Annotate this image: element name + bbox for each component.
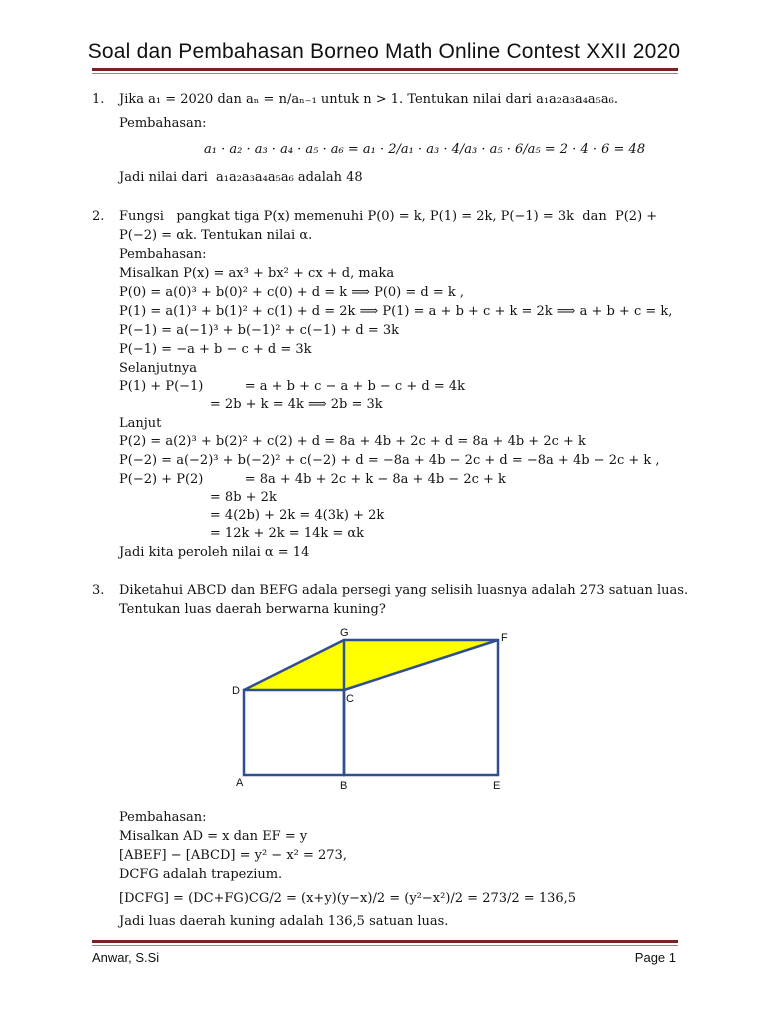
squares-figure <box>228 624 528 802</box>
problem-2-line-18: = 12k + 2k = 14k = αk <box>119 526 365 541</box>
problem-1-conclusion: Jadi nilai dari a₁a₂a₃a₄a₅a₆ adalah 48 <box>119 170 363 185</box>
problem-2-conclusion: Jadi kita peroleh nilai α = 14 <box>119 545 310 560</box>
label-f: F <box>501 632 508 644</box>
problem-2-line-1: Fungsi pangkat tiga P(x) memenuhi P(0) = k, P(1) = 2k, P(−1) = 3k dan P(2) + <box>119 209 658 224</box>
problem-2-line-15: P(−2) + P(2) = 8a + 4b + 2c + k − 8a + 4b − 2c + k <box>119 472 506 487</box>
problem-2-number: 2. <box>92 209 105 224</box>
problem-2-line-11: = 2b + k = 4k ⟹ 2b = 3k <box>119 397 383 412</box>
problem-2-pembahasan-label: Pembahasan: <box>119 247 207 262</box>
footer-rule <box>92 940 678 946</box>
problem-2-line-2: P(−2) = αk. Tentukan nilai α. <box>119 228 313 243</box>
problem-1-number: 1. <box>92 92 105 107</box>
problem-2-line-8: P(−1) = −a + b − c + d = 3k <box>119 342 312 357</box>
problem-2-line-4: Misalkan P(x) = ax³ + bx² + cx + d, maka <box>119 266 395 281</box>
problem-2-line-7: P(−1) = a(−1)³ + b(−1)² + c(−1) + d = 3k <box>119 323 400 338</box>
header-rule <box>92 68 678 74</box>
problem-3-pembahasan-label: Pembahasan: <box>119 810 207 825</box>
problem-3-conclusion: Jadi luas daerah kuning adalah 136,5 satuan luas. <box>119 914 449 929</box>
problem-3-solution-3: DCFG adalah trapezium. <box>119 867 283 882</box>
problem-3-solution-4: [DCFG] = (DC+FG)CG/2 = (x+y)(y−x)/2 = (y²−x²)/2 = 273/2 = 136,5 <box>119 891 577 906</box>
problem-3-solution-1: Misalkan AD = x dan EF = y <box>119 829 308 844</box>
problem-2-line-10: P(1) + P(−1) = a + b + c − a + b − c + d = 4k <box>119 379 465 394</box>
problem-2-line-17: = 4(2b) + 2k = 4(3k) + 2k <box>119 508 385 523</box>
label-b: B <box>340 780 348 792</box>
problem-1-statement: Jika a₁ = 2020 dan aₙ = n/aₙ₋₁ untuk n > 1. Tentukan nilai dari a₁a₂a₃a₄a₅a₆. <box>119 92 618 107</box>
label-d: D <box>232 685 240 697</box>
problem-1-pembahasan-label: Pembahasan: <box>119 116 207 131</box>
page-header-title: Soal dan Pembahasan Borneo Math Online Contest XXII 2020 <box>87 40 681 63</box>
footer-page-number: Page 1 <box>634 950 676 965</box>
problem-2-line-6: P(1) = a(1)³ + b(1)² + c(1) + d = 2k ⟹ P(1) = a + b + c + k = 2k ⟹ a + b + c = k, <box>119 304 673 319</box>
problem-2-line-13: P(2) = a(2)³ + b(2)² + c(2) + d = 8a + 4b + 2c + d = 8a + 4b + 2c + k <box>119 434 586 449</box>
problem-3-line-2: Tentukan luas daerah berwarna kuning? <box>119 602 386 617</box>
problem-2-lanjut: Lanjut <box>119 416 162 431</box>
footer-author: Anwar, S.Si <box>92 950 160 965</box>
problem-3-solution-2: [ABEF] − [ABCD] = y² − x² = 273, <box>119 848 347 863</box>
problem-2-selanjutnya: Selanjutnya <box>119 361 197 376</box>
problem-3-line-1: Diketahui ABCD dan BEFG adala persegi yang selisih luasnya adalah 273 satuan luas. <box>119 583 689 598</box>
label-g: G <box>340 627 349 639</box>
problem-1-equation: a₁ · a₂ · a₃ · a₄ · a₅ · a₆ = a₁ · 2/a₁ · a₃ · 4/a₃ · a₅ · 6/a₅ = 2 · 4 · 6 = 48 <box>204 142 646 157</box>
problem-2-line-5: P(0) = a(0)³ + b(0)² + c(0) + d = k ⟹ P(0) = d = k , <box>119 285 465 300</box>
square-abcd <box>244 690 344 775</box>
label-c: C <box>346 693 354 705</box>
label-a: A <box>236 777 244 789</box>
problem-2-line-16: = 8b + 2k <box>119 490 277 505</box>
label-e: E <box>493 780 501 792</box>
problem-3-number: 3. <box>92 583 105 598</box>
problem-2-line-14: P(−2) = a(−2)³ + b(−2)² + c(−2) + d = −8a + 4b − 2c + d = −8a + 4b − 2c + k , <box>119 453 660 468</box>
